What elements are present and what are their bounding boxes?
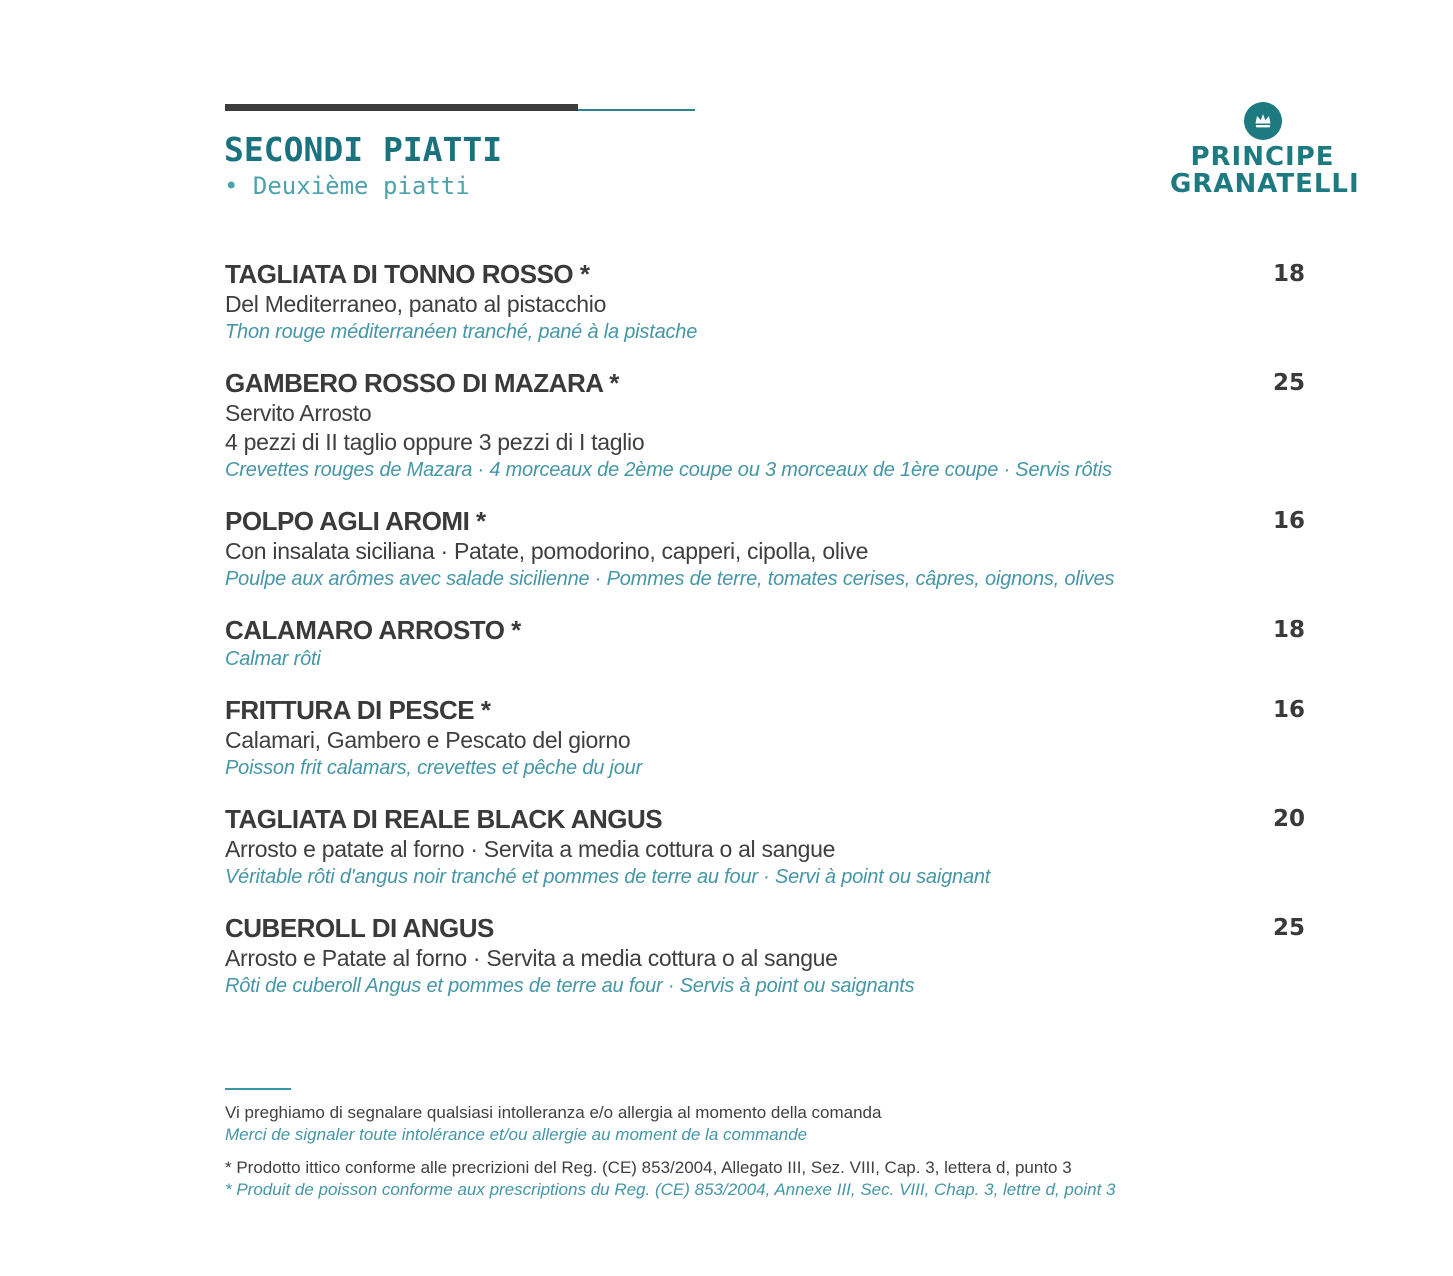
dish-name: TAGLIATA DI REALE BLACK ANGUS <box>225 804 663 834</box>
menu-item <box>225 912 1305 999</box>
menu-list <box>225 258 1305 1021</box>
logo-name-line1: PRINCIPE <box>1190 142 1335 172</box>
menu-item-text <box>225 258 1245 345</box>
dish-description-french: Poisson frit calamars, crevettes et pêche du jour <box>225 757 643 779</box>
dish-description-french: Véritable rôti d'angus noir tranché et pommes de terre au four · Servi à point ou saignant <box>225 866 991 888</box>
dish-description: 4 pezzi di II taglio oppure 3 pezzi di I taglio <box>225 429 645 455</box>
page-title: SECONDI PIATTI <box>224 130 503 169</box>
fish-regulation-note <box>225 1157 1305 1201</box>
dish-description-french: Calmar rôti <box>225 648 321 670</box>
allergy-note <box>225 1102 1305 1146</box>
dish-description: Arrosto e patate al forno · Servita a media cottura o al sangue <box>225 836 836 862</box>
menu-item-text <box>225 912 1245 999</box>
dish-name: CUBEROLL DI ANGUS <box>225 913 494 943</box>
allergy-note-french: Merci de signaler toute intolérance et/ou allergie au moment de la commande <box>225 1125 808 1144</box>
menu-item-text <box>225 803 1245 890</box>
dish-name: TAGLIATA DI TONNO ROSSO * <box>225 259 590 289</box>
crown-icon <box>1244 102 1282 140</box>
dish-description-french: Rôti de cuberoll Angus et pommes de terre au four · Servis à point ou saignants <box>225 975 915 997</box>
menu-item <box>225 505 1305 592</box>
menu-item-text <box>225 505 1245 592</box>
dish-description-french: Poulpe aux arômes avec salade sicilienne · Pommes de terre, tomates cerises, câpres, oignons, olives <box>225 568 1115 590</box>
dish-price: 25 <box>1272 370 1305 396</box>
menu-item <box>225 803 1305 890</box>
allergy-note-italian: Vi preghiamo di segnalare qualsiasi intolleranza e/o allergia al momento della comanda <box>225 1103 882 1122</box>
dish-price: 18 <box>1272 261 1305 287</box>
dish-description-french: Crevettes rouges de Mazara · 4 morceaux de 2ème coupe ou 3 morceaux de 1ère coupe · Servis rôtis <box>225 459 1112 481</box>
menu-item <box>225 614 1305 672</box>
dish-price: 18 <box>1272 617 1305 643</box>
header-rule <box>225 103 695 111</box>
page-subtitle: • Deuxième piatti <box>224 172 470 200</box>
dish-description: Calamari, Gambero e Pescato del giorno <box>225 727 631 753</box>
menu-item-text <box>225 694 1245 781</box>
restaurant-logo <box>1170 102 1360 199</box>
dish-description: Arrosto e Patate al forno · Servita a media cottura o al sangue <box>225 945 838 971</box>
fish-note-italian: * Prodotto ittico conforme alle precrizioni del Reg. (CE) 853/2004, Allegato III, Sez. VIII, Cap. 3, lettera d, punto 3 <box>225 1158 1072 1177</box>
header-rule-dark-segment <box>225 104 578 111</box>
dish-price: 16 <box>1272 508 1305 534</box>
dish-name: FRITTURA DI PESCE * <box>225 695 491 725</box>
footer-notes <box>225 1088 1305 1212</box>
menu-item <box>225 367 1305 483</box>
dish-description: Servito Arrosto <box>225 400 372 426</box>
dish-description: Con insalata siciliana · Patate, pomodorino, capperi, cipolla, olive <box>225 538 869 564</box>
dish-price: 16 <box>1272 697 1305 723</box>
menu-item <box>225 258 1305 345</box>
header-rule-teal-segment <box>578 109 695 111</box>
dish-name: POLPO AGLI AROMI * <box>225 506 486 536</box>
dish-price: 25 <box>1272 915 1305 941</box>
footer-rule <box>225 1088 291 1090</box>
dish-name: GAMBERO ROSSO DI MAZARA * <box>225 368 619 398</box>
menu-item-text <box>225 367 1245 483</box>
dish-description: Del Mediterraneo, panato al pistacchio <box>225 291 607 317</box>
dish-price: 20 <box>1272 806 1305 832</box>
dish-name: CALAMARO ARROSTO * <box>225 615 521 645</box>
menu-item-text <box>225 614 1245 672</box>
menu-item <box>225 694 1305 781</box>
dish-description-french: Thon rouge méditerranéen tranché, pané à la pistache <box>225 321 698 343</box>
fish-note-french: * Produit de poisson conforme aux prescriptions du Reg. (CE) 853/2004, Annexe III, Sec. VIII, Chap. 3, lettre d, point 3 <box>225 1180 1116 1199</box>
logo-name-line2: GRANATELLI <box>1170 169 1360 199</box>
